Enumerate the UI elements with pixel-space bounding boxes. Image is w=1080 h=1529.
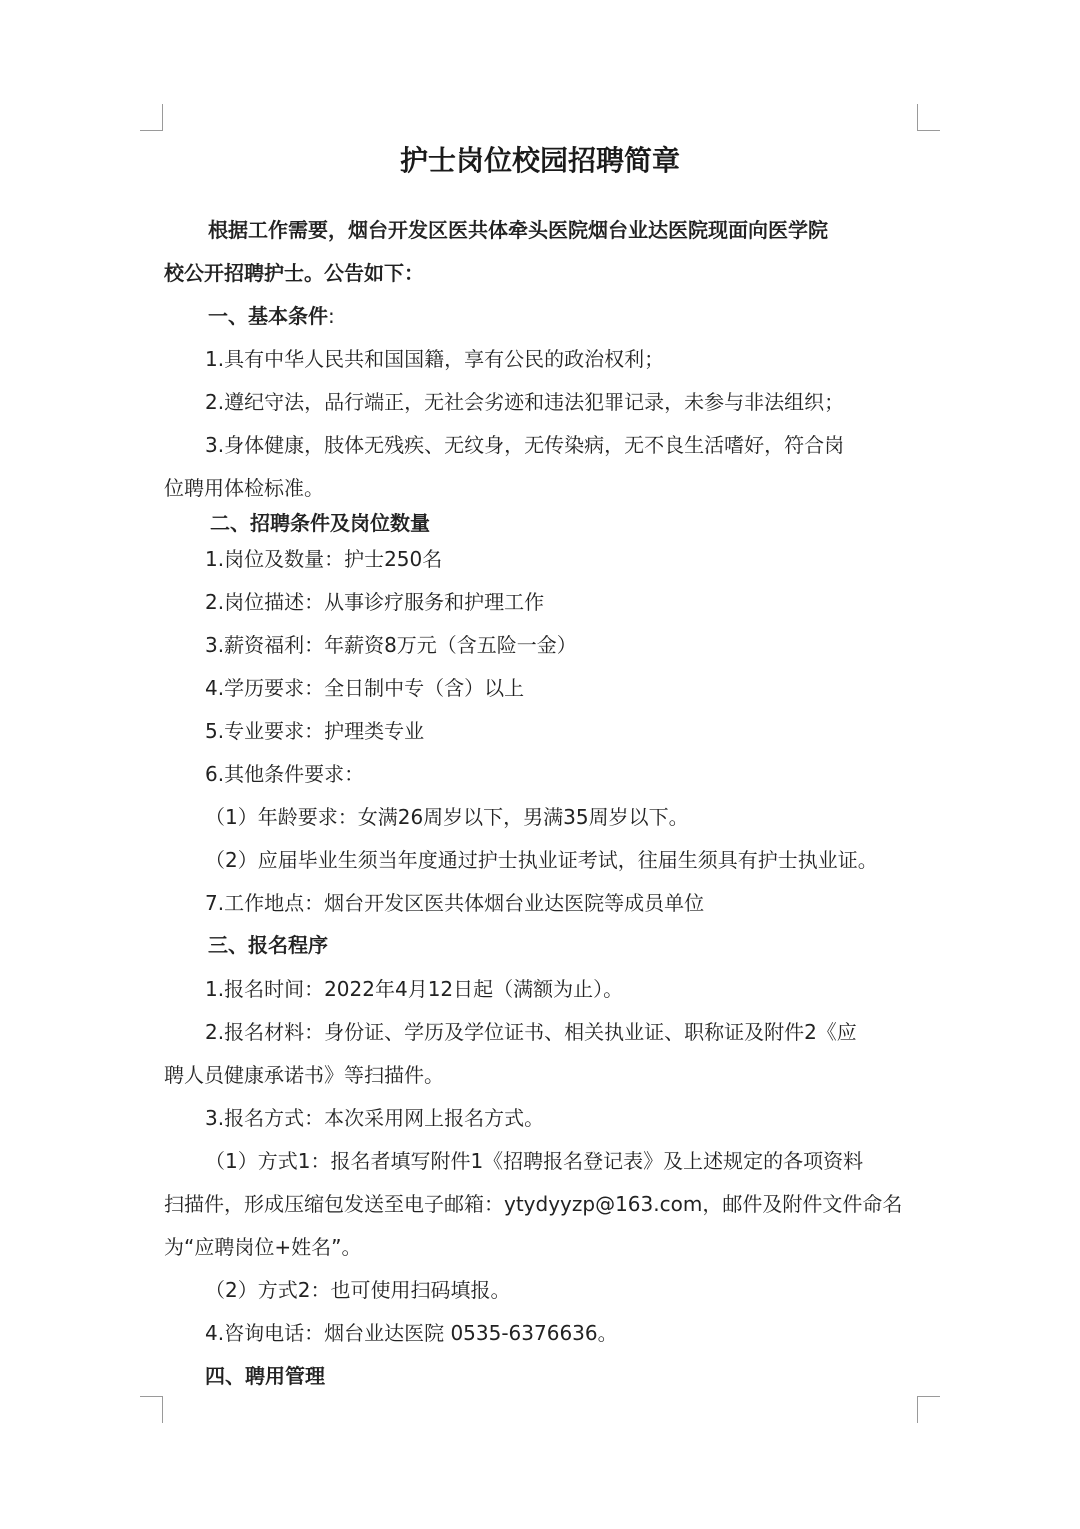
s1-item-1: 1.具有中华人民共和国国籍，享有公民的政治权利； [205, 347, 665, 371]
s3-item-2-line-2: 聘人员健康承诺书》等扫描件。 [164, 1063, 444, 1087]
intro-line-1: 根据工作需要，烟台开发区医共体牵头医院烟台业达医院现面向医学院 [208, 218, 828, 242]
s3-item-3: 3.报名方式：本次采用网上报名方式。 [205, 1106, 545, 1130]
s2-item-6: 6.其他条件要求： [205, 762, 365, 786]
s3-item-4: 4.咨询电话：烟台业达医院 0535-6376636。 [205, 1321, 618, 1345]
s3-item-2-line-1: 2.报名材料：身份证、学历及学位证书、相关执业证、职称证及附件2《应 [205, 1020, 857, 1044]
s1-item-2: 2.遵纪守法，品行端正，无社会劣迹和违法犯罪记录，未参与非法组织； [205, 390, 845, 414]
section4-heading: 四、聘用管理 [205, 1364, 325, 1388]
s1-item-3-line-2: 位聘用体检标准。 [164, 476, 324, 500]
section1-heading-row [208, 303, 335, 329]
s2-item-7: 7.工作地点：烟台开发区医共体烟台业达医院等成员单位 [205, 891, 705, 915]
margin-mark-top-left [140, 104, 163, 131]
s2-item-6-sub-2: （2）应届毕业生须当年度通过护士执业证考试，往届生须具有护士执业证。 [205, 848, 878, 872]
s3-item-3-sub-1-line-1: （1）方式1：报名者填写附件1《招聘报名登记表》及上述规定的各项资料 [205, 1149, 864, 1173]
section1-heading-colon: : [328, 304, 335, 328]
s3-item-3-sub-1-line-3: 为“应聘岗位+姓名”。 [164, 1235, 362, 1259]
section2-heading: 二、招聘条件及岗位数量 [210, 511, 430, 535]
s2-item-4: 4.学历要求：全日制中专（含）以上 [205, 676, 525, 700]
s3-item-3-sub-1-line-2: 扫描件，形成压缩包发送至电子邮箱：ytydyyzp@163.com，邮件及附件文件命名 [164, 1192, 903, 1216]
margin-mark-top-right [917, 104, 940, 131]
margin-mark-bottom-left [140, 1396, 163, 1423]
s3-item-3-sub-2: （2）方式2：也可使用扫码填报。 [205, 1278, 511, 1302]
section1-heading: 一、基本条件 [208, 304, 328, 328]
s3-item-1: 1.报名时间：2022年4月12日起（满额为止）。 [205, 977, 624, 1001]
intro-line-2: 校公开招聘护士。公告如下： [164, 261, 424, 285]
s2-item-6-sub-1: （1）年龄要求：女满26周岁以下，男满35周岁以下。 [205, 805, 689, 829]
s2-item-3: 3.薪资福利：年薪资8万元（含五险一金） [205, 633, 577, 657]
s2-item-5: 5.专业要求：护理类专业 [205, 719, 425, 743]
s1-item-3-line-1: 3.身体健康，肢体无残疾、无纹身，无传染病，无不良生活嗜好，符合岗 [205, 433, 845, 457]
s2-item-1: 1.岗位及数量：护士250名 [205, 547, 443, 571]
s2-item-2: 2.岗位描述：从事诊疗服务和护理工作 [205, 590, 545, 614]
margin-mark-bottom-right [917, 1396, 940, 1423]
section3-heading: 三、报名程序 [208, 933, 328, 957]
document-title: 护士岗位校园招聘简章 [399, 144, 680, 177]
